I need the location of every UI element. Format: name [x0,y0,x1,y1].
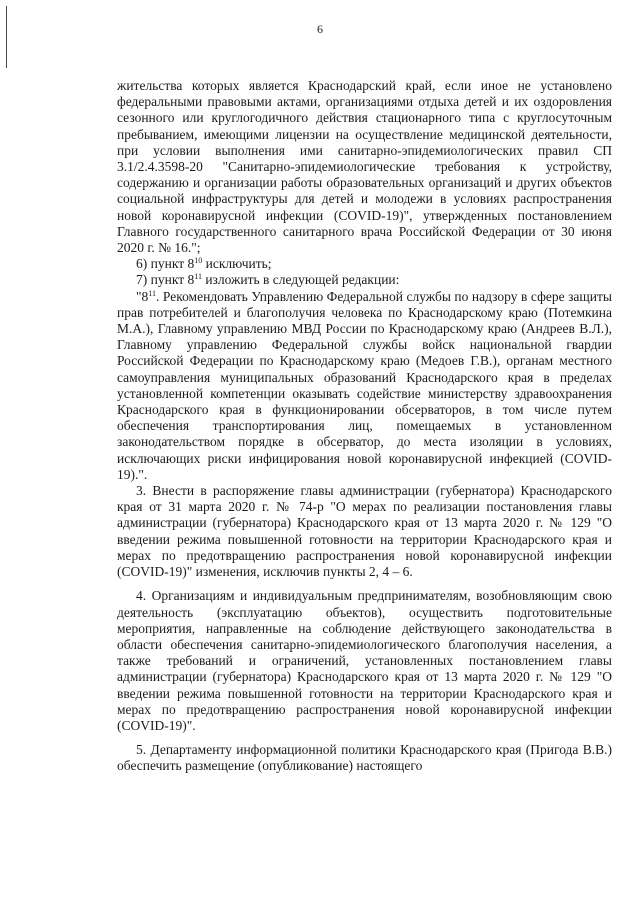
page-number: 6 [317,22,323,36]
section-3-paragraph: 3. Внести в распоряжение главы администрации (губернатора) Краснодарского края от 31 марта 2020 г. № 74-р "О мерах по реализации постановления главы администрации (губернатора) Краснодарского края от 13 марта 2020 г. № 129 "О введении режима повышенной готовности на территории Краснодарского края и мерах по предотвращению распространения новой коронавирусной инфекции (COVID-19)" изменения, исключив пункты 2, 4 – 6. [117,483,612,580]
section-4-paragraph: 4. Организациям и индивидуальным предпринимателям, возобновляющим свою деятельность (эксплуатацию объектов), осуществить подготовительные мероприятия, направленные на соблюдение действующего законодательства в области обеспечения санитарно-эпидемиологического благополучия населения, а также требований и ограничений, установленных постановлением главы администрации (губернатора) Краснодарского края от 13 марта 2020 г. № 129 "О введении режима повышенной готовности на территории Краснодарского края и мерах по предотвращению распространения новой коронавирусной инфекции (COVID-19)". [117,588,612,733]
clause-8-11-text: . Рекомендовать Управлению Федеральной службы по надзору в сфере защиты прав потребителей и благополучия человека по Краснодарскому краю (Потемкина М.А.), Главному управлению МВД России по Краснодарскому краю (Андреев В.Л.), Главному управлению Федеральной службы войск национальной гвардии Российской Федерации по Краснодарскому краю (Медоев Г.В.), органам местного самоуправления муниципальных образований Краснодарского края в пределах установленной компетенции оказывать содействие министерству здравоохранения Краснодарского края в функционировании обсерваторов, в том числе путем обеспечения транспортирования лиц, помещаемых в установленном законодательством порядке в обсерватор, до места изоляции в условиях, исключающих риски инфицирования новой коронавирусной инфекцией (COVID-19).". [117,288,612,482]
item-7-paragraph [117,272,612,288]
section-5-paragraph: 5. Департаменту информационной политики Краснодарского края (Пригода В.В.) обеспечить размещение (опубликование) настоящего [117,742,612,774]
item-7-superscript: 11 [194,272,202,282]
item-6-paragraph [117,256,612,272]
scan-edge-line [6,6,7,68]
item-7-prefix: 7) пункт 8 [136,272,195,288]
document-body [117,78,612,775]
clause-8-11-superscript: 11 [148,288,156,298]
item-6-suffix: исключить; [202,256,272,272]
clause-8-11-prefix: "8 [136,288,149,304]
item-7-suffix: изложить в следующей редакции: [201,272,400,288]
clause-8-11-paragraph [117,289,612,483]
item-6-prefix: 6) пункт 8 [136,256,195,272]
item-6-superscript: 10 [194,256,203,266]
paragraph-continuation: жительства которых является Краснодарский край, если иное не установлено федеральными правовыми актами, организациями отдыха детей и их оздоровления сезонного или круглогодичного действия стационарного типа с круглосуточным пребыванием, имеющими лицензии на осуществление медицинской деятельности, при условии выполнения ими санитарно-эпидемиологических правил СП 3.1/2.4.3598-20 "Санитарно-эпидемиологические требования к устройству, содержанию и организации работы образовательных организаций и других объектов социальной инфраструктуры для детей и молодежи в условиях распространения новой коронавирусной инфекции (COVID-19)", утвержденных постановлением Главного государственного санитарного врача Российской Федерации от 30 июня 2020 г. № 16."; [117,78,612,256]
